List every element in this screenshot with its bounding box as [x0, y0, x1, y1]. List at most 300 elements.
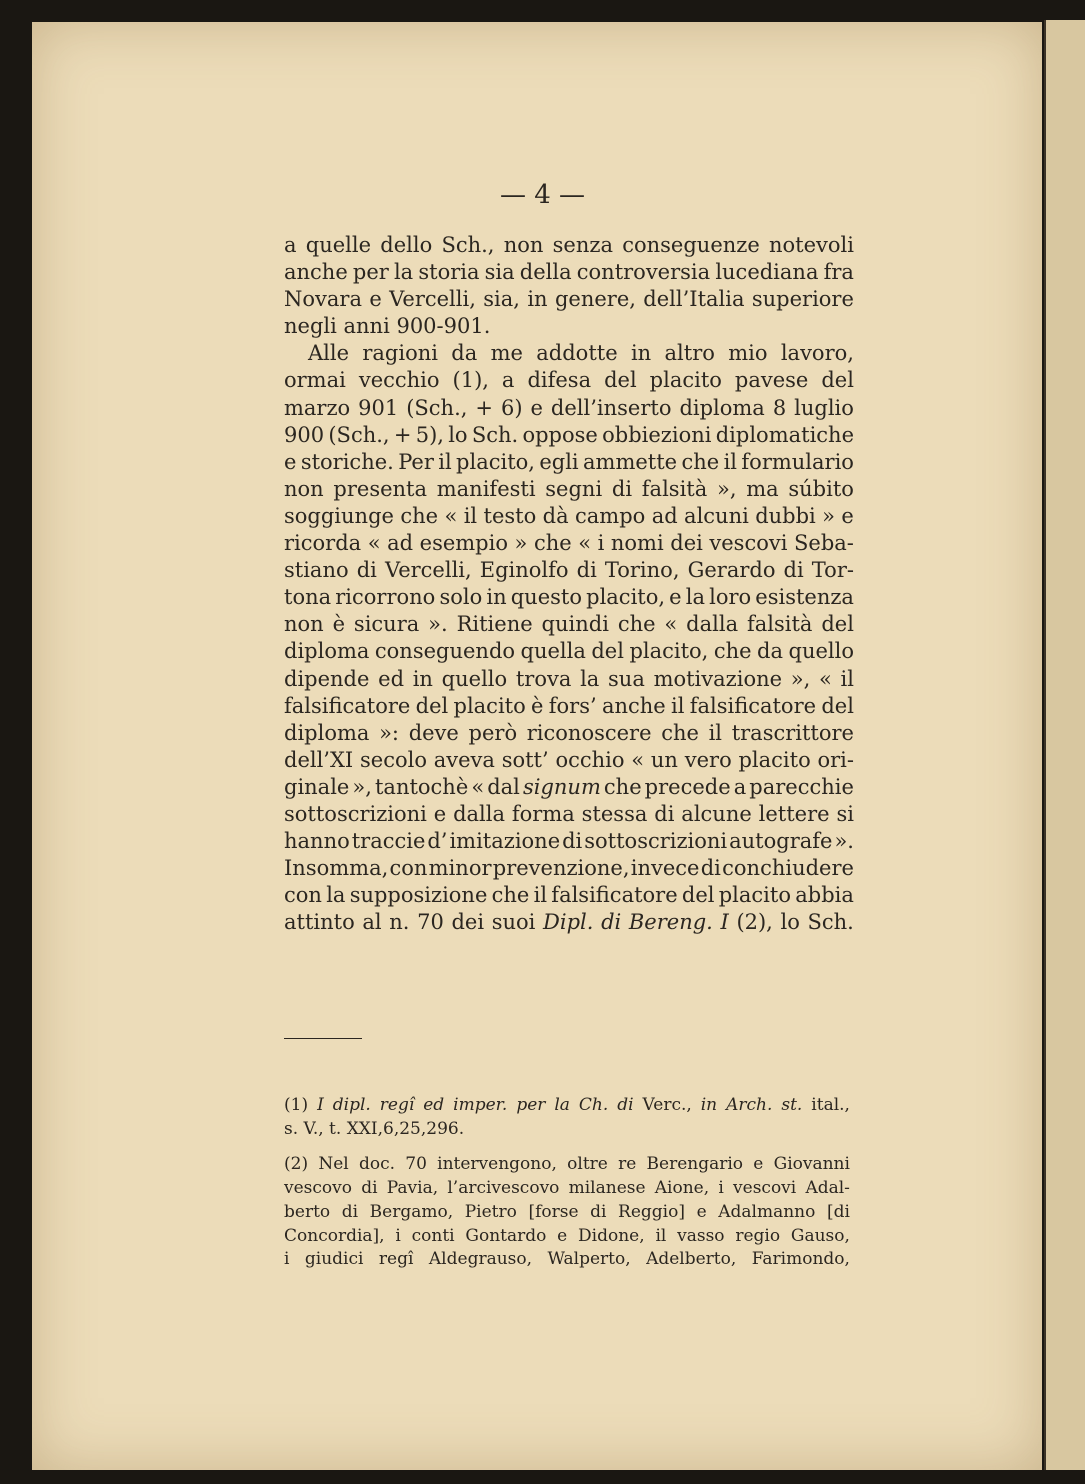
word: il [723, 449, 738, 474]
word: dei [451, 910, 485, 935]
word: conseguendo [374, 639, 516, 664]
word: súbito [788, 476, 854, 501]
word: la [580, 666, 600, 691]
word: la [554, 1095, 570, 1115]
text-line [284, 340, 854, 367]
text-line [284, 801, 854, 828]
word: segni [545, 476, 603, 501]
word: vero [684, 747, 732, 772]
word: a [501, 368, 515, 393]
word: del [821, 693, 854, 718]
word: Tor- [811, 558, 854, 583]
word: sia [484, 260, 515, 285]
word: I [317, 1095, 324, 1115]
word: ital., [811, 1095, 850, 1115]
word: Gerardo [687, 558, 776, 583]
word: diploma [284, 720, 370, 745]
word: anche [601, 693, 666, 718]
text-line [284, 530, 854, 557]
word: sott’ [501, 747, 549, 772]
footnote-line: s. V., t. XXI,6,25,296. [284, 1118, 465, 1139]
word: in [700, 1095, 718, 1115]
word: 6) [500, 395, 523, 420]
text-line [284, 367, 854, 394]
word: n. [389, 910, 410, 935]
word: campo [575, 503, 646, 528]
word: dalla [453, 801, 506, 826]
word: in [486, 585, 507, 610]
word: (2), [736, 910, 773, 935]
text-line [284, 259, 854, 286]
word: parecchie [749, 774, 854, 799]
word: del [415, 693, 449, 718]
word: è [332, 612, 346, 637]
word: Ch. [578, 1095, 609, 1115]
word: è [531, 693, 544, 718]
word: che [661, 720, 699, 745]
page-number: — 4 — [499, 180, 586, 210]
word: supposizione [349, 883, 488, 908]
word: con [284, 883, 322, 908]
footnote-line [284, 1094, 850, 1118]
word: « [631, 747, 645, 772]
word: che [713, 639, 752, 664]
word: autografe [729, 829, 833, 854]
word: conseguenze [622, 233, 760, 257]
word: il [670, 693, 685, 718]
word: », [790, 666, 811, 691]
word: di [590, 1201, 607, 1222]
word: un [650, 747, 678, 772]
body-text [284, 232, 854, 936]
word: deve [408, 720, 459, 745]
word: soggiunge [284, 503, 394, 528]
word: i [395, 1225, 401, 1246]
word: di [617, 1095, 634, 1115]
text-line [284, 584, 854, 611]
word: (Sch., [406, 395, 468, 420]
word: dalla [686, 612, 739, 637]
word: Ritiene [456, 612, 533, 637]
word: però [468, 720, 518, 745]
word: forma [511, 801, 575, 826]
word: e [557, 1225, 568, 1246]
word: 900 [284, 422, 325, 447]
word: [forse [528, 1201, 579, 1222]
word: ad [651, 503, 678, 528]
word: della [519, 260, 572, 285]
word: quindi [541, 612, 609, 637]
word: oppose [522, 422, 598, 447]
word: di [576, 558, 597, 583]
text-line [284, 747, 854, 774]
word: Sch. [471, 422, 519, 447]
word: ricorda [284, 531, 362, 556]
text-line [284, 557, 854, 584]
word: ragioni [362, 341, 438, 366]
word: a [733, 774, 747, 799]
word: trova [515, 666, 572, 691]
word: ed [423, 1095, 445, 1115]
word: alcuni [684, 503, 749, 528]
text-line [284, 395, 854, 422]
word: Walperto, [547, 1249, 631, 1270]
word: Adelberto, [646, 1249, 737, 1270]
word: placito, [586, 585, 666, 610]
word: di [654, 801, 675, 826]
word: placito, [456, 449, 535, 474]
word: ad [387, 531, 414, 556]
word: che [491, 883, 530, 908]
word: Gauso, [790, 1225, 850, 1246]
word: per [516, 1095, 546, 1115]
footnote-line [284, 1248, 850, 1272]
word: placito [649, 368, 722, 393]
word: diploma [679, 395, 765, 420]
word: « [578, 531, 592, 556]
word: stiano [284, 558, 349, 583]
word: Adalmanno [718, 1201, 816, 1222]
word: Novara [284, 287, 362, 312]
word: » [822, 503, 836, 528]
word: falsità [641, 476, 708, 501]
word: Didone, [578, 1225, 645, 1246]
word: vescovi [733, 1177, 797, 1198]
word: difesa [527, 368, 592, 393]
word: quello [441, 666, 508, 691]
word: diplomatiche [715, 422, 854, 447]
word: d’ [427, 829, 448, 854]
text-line [284, 638, 854, 665]
word: dà [542, 503, 569, 528]
facing-page-edge [1044, 20, 1085, 1470]
word: fra [823, 260, 854, 285]
word: dei [670, 531, 703, 556]
word: Berengario [646, 1153, 744, 1174]
word: Bereng. [628, 910, 713, 935]
word: esempio [419, 531, 508, 556]
word: Seba- [794, 531, 854, 556]
word: riconoscere [526, 720, 652, 745]
word: ». [428, 612, 448, 637]
word: trascrittore [731, 720, 854, 745]
word: presenta [333, 476, 428, 501]
word: [di [826, 1201, 850, 1222]
text-line [284, 286, 854, 313]
word: lettere [758, 801, 830, 826]
word: dell’XI [284, 747, 354, 772]
word: del [821, 368, 854, 393]
word: + [475, 395, 494, 420]
word: imitazione [449, 829, 561, 854]
word: falsificatore [689, 693, 817, 718]
word: « [664, 612, 678, 637]
word: (2) [284, 1153, 309, 1174]
word: vasso [677, 1225, 725, 1246]
word: regio [735, 1225, 781, 1246]
word: ori- [817, 747, 854, 772]
word: invece [630, 856, 700, 881]
word: in [412, 666, 433, 691]
word: dell’inserto [550, 395, 672, 420]
word: sicura [353, 612, 420, 637]
word: placito [453, 693, 526, 718]
word: tona [284, 585, 332, 610]
word: Nel [318, 1153, 349, 1174]
word: senza [552, 233, 613, 257]
word: secolo [360, 747, 427, 772]
word: stessa [581, 801, 648, 826]
word: i [718, 1177, 724, 1198]
word: del [591, 639, 624, 664]
word: egli [539, 449, 579, 474]
word: Vercelli, [384, 558, 472, 583]
text-line [284, 693, 854, 720]
text-line [284, 774, 854, 801]
word: minor [428, 856, 492, 881]
word: Alle [308, 341, 350, 366]
word: e [284, 449, 297, 474]
word: di [601, 910, 622, 935]
word: Vercelli, [389, 287, 476, 312]
text-line [284, 422, 854, 449]
text-line [284, 611, 854, 638]
word: vescovo [284, 1177, 352, 1198]
word: di [562, 829, 583, 854]
word: di [783, 558, 804, 583]
word: » [514, 531, 528, 556]
word: falsificatore [551, 883, 678, 908]
word: di [611, 476, 633, 501]
word: Torino, [604, 558, 680, 583]
word: obbiezioni [602, 422, 712, 447]
word: doc. [358, 1153, 396, 1174]
word: il [438, 449, 452, 474]
word: Pavia, [386, 1177, 439, 1198]
word: « [818, 666, 832, 691]
word: sottoscrizioni [284, 801, 427, 826]
word: (Sch., [328, 422, 390, 447]
text-line [284, 232, 854, 259]
word: in [630, 341, 652, 366]
word: solo [439, 585, 483, 610]
word: suoi [491, 910, 536, 935]
word: lo [780, 910, 800, 935]
word: vescovi [709, 531, 788, 556]
word: ». [834, 829, 854, 854]
word: ed [378, 666, 405, 691]
word: (1), [452, 368, 489, 393]
word: superiore [751, 287, 854, 312]
word: I [720, 910, 729, 935]
word: dipende [284, 666, 370, 691]
word: la [685, 585, 705, 610]
word: lo [448, 422, 468, 447]
word: a [284, 233, 297, 257]
word: Farimondo, [751, 1249, 850, 1270]
word: quella [520, 639, 586, 664]
word: Bergamo, [369, 1201, 454, 1222]
word: con [389, 856, 428, 881]
word: vecchio [358, 368, 440, 393]
word: per [352, 260, 389, 285]
word: alcune [681, 801, 752, 826]
word: + [393, 422, 412, 447]
word: e [669, 585, 682, 610]
word: diploma [284, 639, 370, 664]
word: nomi [610, 531, 664, 556]
word: », [352, 774, 372, 799]
word: occhio [555, 747, 625, 772]
word: loro [709, 585, 752, 610]
word: il [533, 883, 548, 908]
word: 70 [417, 910, 444, 935]
word: 70 [405, 1153, 427, 1174]
word: hanno [284, 829, 350, 854]
word: che [617, 612, 656, 637]
text-line [284, 503, 854, 530]
word: precede [644, 774, 731, 799]
word: « [444, 503, 458, 528]
word: ormai [284, 368, 346, 393]
word: la [326, 883, 346, 908]
word: 901 [358, 395, 399, 420]
word: Adal- [805, 1177, 850, 1198]
word: non [284, 612, 324, 637]
paragraph-1 [284, 232, 854, 340]
text-line [284, 666, 854, 693]
text-line: negli anni 900-901. [284, 314, 491, 339]
word: falsificatore [284, 693, 411, 718]
word: di [356, 558, 377, 583]
word: dello [380, 233, 433, 257]
word: prevenzione, [492, 856, 630, 881]
word: che [533, 531, 572, 556]
word: e [841, 503, 854, 528]
word: conchiudere [722, 856, 854, 881]
word: Dipl. [543, 910, 594, 935]
word: di [361, 1177, 378, 1198]
text-line [284, 720, 854, 747]
text-line [284, 476, 854, 503]
word: regî [379, 1095, 415, 1115]
word: si [836, 801, 854, 826]
word: giudici [304, 1249, 364, 1270]
footnote-1 [284, 1094, 850, 1142]
word: tantochè [374, 774, 469, 799]
word: me [490, 341, 523, 366]
word: i [597, 531, 605, 556]
text-line [284, 855, 854, 882]
word: traccie [351, 829, 426, 854]
word: Per [398, 449, 434, 474]
word: Sch., [441, 233, 495, 257]
word: esistenza [755, 585, 854, 610]
word: ma [746, 476, 779, 501]
word: sua [608, 666, 645, 691]
word: il [463, 503, 478, 528]
word: motivazione [653, 666, 783, 691]
word: da [757, 639, 784, 664]
word: che [603, 774, 642, 799]
word: e [369, 287, 382, 312]
word: Verc., [642, 1095, 692, 1115]
word: « [367, 531, 381, 556]
word: pavese [734, 368, 809, 393]
word: « [471, 774, 485, 799]
text-line [284, 449, 854, 476]
word: »: [379, 720, 400, 745]
word: 8 [772, 395, 787, 420]
word: placito [718, 883, 791, 908]
footnote-line [284, 1153, 850, 1177]
word: quello [788, 639, 854, 664]
word: del [681, 883, 715, 908]
word: fors’ [548, 693, 597, 718]
word: da [451, 341, 478, 366]
word: testo [483, 503, 537, 528]
word: dipl. [332, 1095, 371, 1115]
word: conti [411, 1225, 455, 1246]
word: Arch. [726, 1095, 773, 1115]
word: l’arcivescovo [447, 1177, 560, 1198]
word: attinto [284, 910, 355, 935]
word: e [530, 395, 543, 420]
word: Insomma, [284, 856, 389, 881]
word: manifesti [436, 476, 536, 501]
word: addotte [536, 341, 618, 366]
footnotes [284, 1094, 850, 1283]
word: mio [728, 341, 768, 366]
word: 5), [415, 422, 444, 447]
word: luglio [794, 395, 854, 420]
word: anche [284, 260, 348, 285]
footnote-line [284, 1201, 850, 1225]
word: sottoscrizioni [584, 829, 728, 854]
word: Sch. [807, 910, 854, 935]
word: e [433, 801, 447, 826]
word: Giovanni [773, 1153, 850, 1174]
word: sia, [483, 287, 520, 312]
word: (1) [284, 1095, 309, 1115]
word: falsità [746, 612, 813, 637]
word: intervengono, [437, 1153, 557, 1174]
word: del [604, 368, 637, 393]
word: Aldegrauso, [428, 1249, 533, 1270]
word: », [716, 476, 737, 501]
word: questo [510, 585, 582, 610]
word: dubbi [755, 503, 816, 528]
text-line [284, 909, 854, 936]
word: Concordia], [284, 1225, 385, 1246]
word: il [840, 666, 854, 691]
word: marzo [284, 395, 351, 420]
paragraph-2 [284, 340, 854, 936]
word: i [284, 1249, 290, 1270]
word: Pietro [464, 1201, 517, 1222]
word: e [753, 1153, 764, 1174]
word: ginale [284, 774, 350, 799]
word: regî [378, 1249, 414, 1270]
word: signum [522, 774, 601, 799]
text-line [284, 882, 854, 909]
word: controversia [576, 260, 711, 285]
word: berto [284, 1201, 331, 1222]
word: in [527, 287, 548, 312]
word: di [341, 1201, 359, 1222]
word: st. [781, 1095, 803, 1115]
footnote-2 [284, 1153, 850, 1273]
